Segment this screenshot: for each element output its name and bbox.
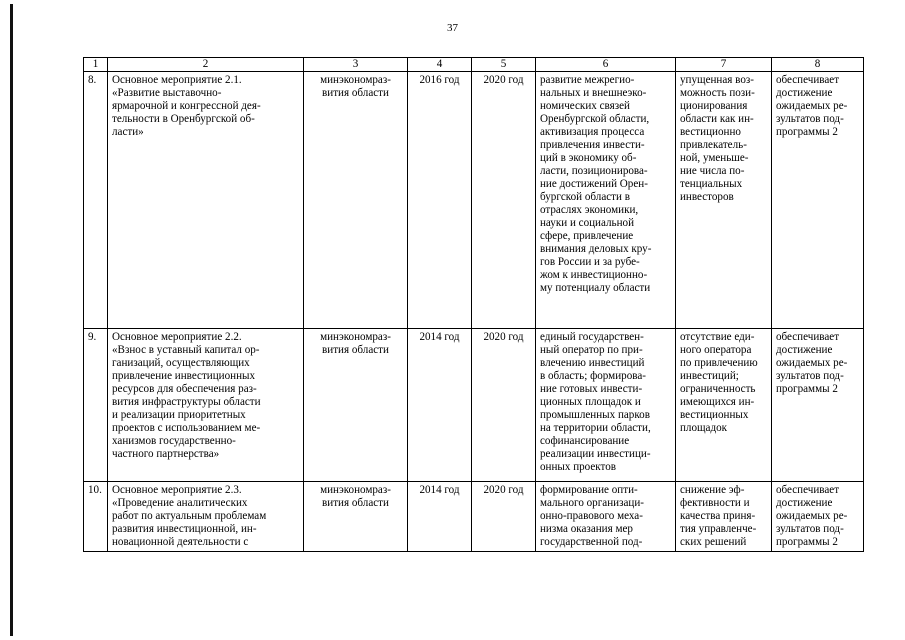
activity-name: Основное мероприятие 2.3. «Проведение аналитических работ по актуальным проблемам развития инвестиционной, ин- новационной деятельности с bbox=[108, 482, 304, 552]
activity-name: Основное мероприятие 2.1. «Развитие выставочно- ярмарочной и конгрессной дея- тельности в Оренбургской об- ласти» bbox=[108, 72, 304, 329]
page-number: 37 bbox=[447, 22, 458, 34]
column-header-7: 7 bbox=[676, 58, 772, 72]
start-year: 2014 год bbox=[408, 482, 472, 552]
start-year: 2016 год bbox=[408, 72, 472, 329]
non-implementation-consequences: упущенная воз- можность пози- ционирования области как ин- вестиционно привлекатель- ной, уменьше- ние числа по- тенциальных инвесторов bbox=[676, 72, 772, 329]
column-header-1: 1 bbox=[84, 58, 108, 72]
end-year: 2020 год bbox=[472, 72, 536, 329]
row-number: 10. bbox=[84, 482, 108, 552]
column-header-8: 8 bbox=[772, 58, 864, 72]
start-year: 2014 год bbox=[408, 329, 472, 482]
table-row bbox=[84, 329, 864, 482]
expected-result: единый государствен- ный оператор по при- влечению инвестиций в область; формирова- ние готовых инвести- ционных площадок и промышленных парков на территории области, софинансирование реализации инвестици- онных проектов bbox=[536, 329, 676, 482]
expected-result: формирование опти- мального организаци- онно-правового меха- низма оказания мер государственной под- bbox=[536, 482, 676, 552]
non-implementation-consequences: отсутствие еди- ного оператора по привлечению инвестиций; ограниченность имеющихся ин- вестиционных площадок bbox=[676, 329, 772, 482]
indicator-link: обеспечивает достижение ожидаемых ре- зультатов под- программы 2 bbox=[772, 329, 864, 482]
row-number: 8. bbox=[84, 72, 108, 329]
expected-result: развитие межрегио- нальных и внешнеэко- номических связей Оренбургской области, активизация процесса привлечения инвести- ций в экономику об- ласти, позиционирова- ние достижений Орен- бургской области в отраслях экономики, науки и социальной сфере, привлечение внимания деловых кру- гов России и за рубе- жом к инвестиционно- му потенциалу области bbox=[536, 72, 676, 329]
column-header-2: 2 bbox=[108, 58, 304, 72]
non-implementation-consequences: снижение эф- фективности и качества приня- тия управленче- ских решений bbox=[676, 482, 772, 552]
indicator-link: обеспечивает достижение ожидаемых ре- зультатов под- программы 2 bbox=[772, 482, 864, 552]
responsible-executor: минэкономраз- вития области bbox=[304, 329, 408, 482]
responsible-executor: минэкономраз- вития области bbox=[304, 482, 408, 552]
column-header-3: 3 bbox=[304, 58, 408, 72]
program-activities-table bbox=[83, 57, 864, 552]
activity-name: Основное мероприятие 2.2. «Взнос в уставный капитал ор- ганизаций, осуществляющих привлечение инвестиционных ресурсов для обеспечения раз- вития инфраструктуры области и реализации приоритетных проектов с использованием ме- ханизмов государственно- частного партнерства» bbox=[108, 329, 304, 482]
indicator-link: обеспечивает достижение ожидаемых ре- зультатов под- программы 2 bbox=[772, 72, 864, 329]
column-header-6: 6 bbox=[536, 58, 676, 72]
scan-edge-line bbox=[10, 4, 13, 636]
end-year: 2020 год bbox=[472, 329, 536, 482]
table-row bbox=[84, 482, 864, 552]
table-row bbox=[84, 72, 864, 329]
header-row bbox=[84, 58, 864, 72]
end-year: 2020 год bbox=[472, 482, 536, 552]
row-number: 9. bbox=[84, 329, 108, 482]
responsible-executor: минэкономраз- вития области bbox=[304, 72, 408, 329]
column-header-5: 5 bbox=[472, 58, 536, 72]
column-header-4: 4 bbox=[408, 58, 472, 72]
